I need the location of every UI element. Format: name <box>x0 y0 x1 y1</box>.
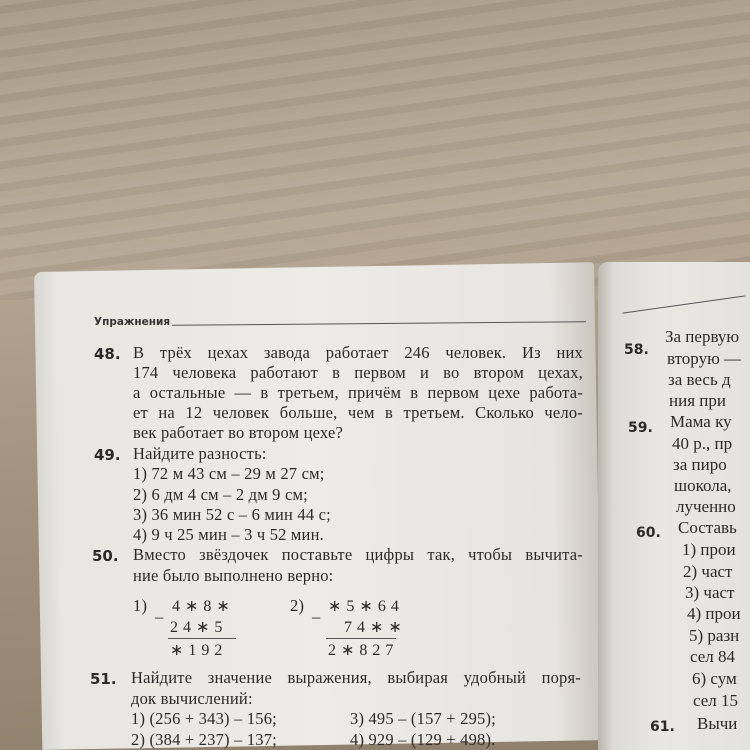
right-line: шокола, <box>674 476 732 495</box>
ex51-item: 3) 495 – (157 + 295); <box>350 709 496 728</box>
exercise-number-51: 51. <box>90 670 117 688</box>
exercise-number-60: 60. <box>636 525 661 541</box>
p2-subtrahend: 74∗∗ <box>344 619 407 636</box>
ex51-item: 2) (384 + 237) – 137; <box>131 730 277 749</box>
ex50-line: ние было выполнено верно: <box>133 566 334 585</box>
section-header: Упражнения <box>94 316 171 328</box>
wooden-table <box>0 0 750 300</box>
ex51-line: Найдите значение выражения, выбирая удобный поря- <box>131 668 581 687</box>
ex51-item: 1) (256 + 343) – 156; <box>131 709 277 728</box>
right-line: 6) сум <box>692 669 737 688</box>
ex48-line: век работает во втором цехе? <box>133 423 344 442</box>
exercise-number-61: 61. <box>650 719 675 735</box>
ex48-line: ет на 12 человек больше, чем в третьем. Сколько чело- <box>133 403 583 422</box>
right-line: сел 15 <box>693 691 739 710</box>
ex48-line: а остальные — в третьем, причём в первом цехе работа- <box>133 383 583 402</box>
exercise-number-50: 50. <box>92 547 119 565</box>
minus-sign: – <box>155 607 164 626</box>
right-line: За первую <box>665 327 740 346</box>
p1-result: ∗192 <box>170 642 228 659</box>
right-line: 4) прои <box>687 604 741 623</box>
right-line: 2) част <box>683 562 733 581</box>
p1-result-line <box>168 638 236 639</box>
right-line: вторую — <box>667 349 742 368</box>
right-line: Составь <box>678 518 737 537</box>
p2-minuend: ∗5∗64 <box>328 598 404 615</box>
ex49-item: 2) 6 дм 4 см – 2 дм 9 см; <box>133 485 308 504</box>
p2-result-line <box>326 638 396 639</box>
right-line: Мама ку <box>670 412 732 431</box>
ex49-item: 1) 72 м 43 см – 29 м 27 см; <box>133 464 325 483</box>
right-line: за весь д <box>668 370 731 389</box>
right-line: сел 84 <box>690 647 736 666</box>
right-line: лученно <box>676 497 736 516</box>
right-line: 40 р., пр <box>672 434 733 453</box>
right-line: 5) разн <box>689 626 740 645</box>
ex48-line: 174 человека работают в первом и во втором цехах, <box>133 363 583 382</box>
problem-2-label: 2) <box>290 596 305 615</box>
ex51-line: док вычислений: <box>131 689 253 708</box>
right-line: ния при <box>669 391 726 410</box>
exercise-number-49: 49. <box>94 446 121 464</box>
p2-result: 2∗827 <box>328 642 399 659</box>
ex49-item: 4) 9 ч 25 мин – 3 ч 52 мин. <box>133 525 324 544</box>
right-line: 1) прои <box>682 540 736 559</box>
right-line: за пиро <box>673 455 727 474</box>
minus-sign: – <box>312 607 321 626</box>
ex50-line: Вместо звёздочек поставьте цифры так, чтобы вычита- <box>133 545 583 564</box>
right-line: Вычи <box>697 714 738 733</box>
p1-minuend: 4∗8∗ <box>172 598 235 615</box>
exercise-number-48: 48. <box>94 345 121 363</box>
exercise-number-58: 58. <box>624 342 649 358</box>
right-line: 3) част <box>685 583 735 602</box>
ex49-title: Найдите разность: <box>133 444 267 463</box>
p1-subtrahend: 24∗5 <box>170 619 228 636</box>
ex51-item: 4) 929 – (129 + 498). <box>350 730 496 749</box>
ex49-item: 3) 36 мин 52 с – 6 мин 44 с; <box>133 505 331 524</box>
ex48-line: В трёх цехах завода работает 246 человек. Из них <box>133 343 583 362</box>
problem-1-label: 1) <box>133 596 148 615</box>
exercise-number-59: 59. <box>628 420 653 436</box>
